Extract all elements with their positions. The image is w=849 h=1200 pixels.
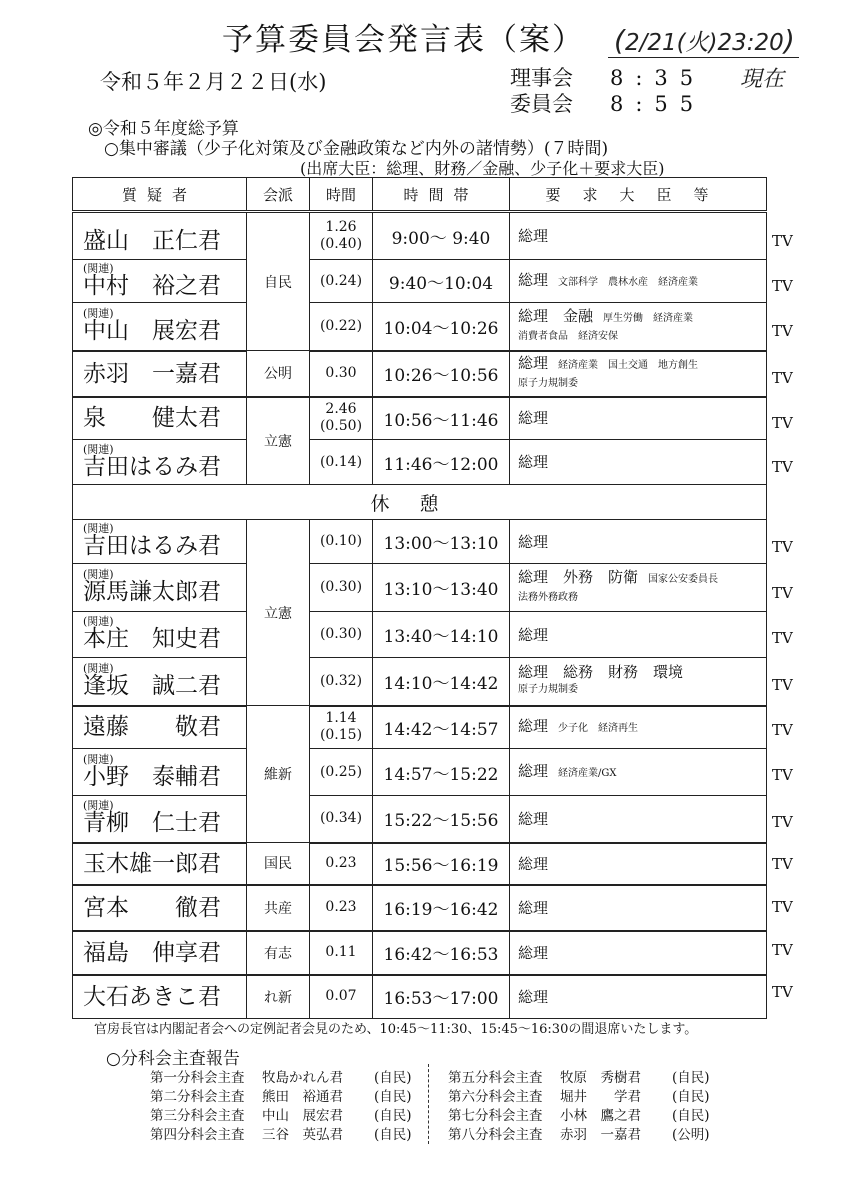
time-cell: (0.10) xyxy=(310,520,373,564)
questioner-name: 源馬謙太郎君 xyxy=(83,579,221,605)
questioner-name: 小野 泰輔君 xyxy=(83,763,221,790)
time-slot: 14:57～15:22 xyxy=(373,749,510,796)
questioner-cell xyxy=(73,212,247,260)
ministers-cell: 総理 少子化 経済再生 xyxy=(510,706,767,749)
questioner-name: 盛山 正仁君 xyxy=(83,227,221,254)
time-cell: 0.30 xyxy=(310,351,373,397)
questioner-name: 遠藤 敬君 xyxy=(83,714,221,741)
questioner-name: 赤羽 一嘉君 xyxy=(83,360,221,387)
questioner-cell: (関連) 中山 展宏君 xyxy=(73,303,247,351)
party-cell: 立憲 xyxy=(247,397,310,485)
time-slot: 10:26～10:56 xyxy=(373,351,510,397)
questioner-cell xyxy=(73,397,247,440)
table-row xyxy=(73,351,767,397)
table-row xyxy=(73,885,767,931)
tv-mark: TV xyxy=(772,629,793,647)
time-slot: 9:40～10:04 xyxy=(373,260,510,303)
time-slot: 10:56～11:46 xyxy=(373,397,510,440)
questioner-name: 逢坂 誠二君 xyxy=(83,672,221,699)
header-ministers: 要求大臣等 xyxy=(510,178,767,212)
table-row xyxy=(73,658,767,706)
table-row xyxy=(73,796,767,843)
meeting-time: 8:35 xyxy=(610,66,706,90)
party-cell: 立憲 xyxy=(247,520,310,706)
time-cell: 0.23 xyxy=(310,843,373,885)
time-slot: 16:19～16:42 xyxy=(373,885,510,931)
header-time: 時間 xyxy=(310,178,373,212)
questioner-name: 宮本 徹君 xyxy=(83,894,221,921)
table-row xyxy=(73,260,767,303)
questioner-name: 吉田はるみ君 xyxy=(83,533,221,559)
time-cell: (0.14) xyxy=(310,440,373,485)
table-row xyxy=(73,520,767,564)
questioner-cell: (関連) 源馬謙太郎君 xyxy=(73,564,247,612)
questioner-cell xyxy=(73,885,247,931)
time-cell: 1.26 (0.40) xyxy=(310,212,373,260)
questioner-name: 中村 裕之君 xyxy=(83,272,221,299)
time-cell: (0.32) xyxy=(310,658,373,706)
time-slot: 11:46～12:00 xyxy=(373,440,510,485)
time-cell: (0.30) xyxy=(310,564,373,612)
time-cell: (0.24) xyxy=(310,260,373,303)
table-row xyxy=(73,564,767,612)
time-cell: 1.14 (0.15) xyxy=(310,706,373,749)
header-questioner: 質疑者 xyxy=(73,178,247,212)
questioner-name: 吉田はるみ君 xyxy=(83,453,221,480)
time-slot: 13:40～14:10 xyxy=(373,612,510,658)
subcommittee-heading: ○分科会主査報告 xyxy=(106,1049,240,1069)
questioner-cell: (関連) 本庄 知史君 xyxy=(73,612,247,658)
agenda-item: ◎令和５年度総予算 xyxy=(88,119,239,139)
tv-mark: TV xyxy=(772,855,793,873)
table-row xyxy=(73,212,767,260)
ministers-cell: 総理 金融 厚生労働 経済産業 消費者食品 経済安保 xyxy=(510,303,767,351)
questioner-cell: (関連) 吉田はるみ君 xyxy=(73,440,247,485)
time-cell: 2.46 (0.50) xyxy=(310,397,373,440)
tv-mark: TV xyxy=(772,458,793,476)
party-cell: 国民 xyxy=(247,843,310,885)
questioner-name: 玉木雄一郎君 xyxy=(83,850,221,877)
page-title: 予算委員会発言表（案） xyxy=(222,22,585,58)
meeting-date: 令和５年２月２２日(水) xyxy=(100,70,327,94)
ministers-cell: 総理 文部科学 農林水産 経済産業 xyxy=(510,260,767,303)
tv-mark: TV xyxy=(772,538,793,556)
meeting-label: 委員会 xyxy=(510,92,573,116)
tv-mark: TV xyxy=(772,983,793,1001)
tv-mark: TV xyxy=(772,414,793,432)
time-slot: 15:22～15:56 xyxy=(373,796,510,843)
tv-mark: TV xyxy=(772,584,793,602)
meeting-time: 8:55 xyxy=(610,92,706,116)
party-cell: 維新 xyxy=(247,706,310,843)
questioner-cell xyxy=(73,931,247,975)
questioner-cell xyxy=(73,351,247,397)
break-row xyxy=(73,485,767,520)
time-cell: 0.11 xyxy=(310,931,373,975)
time-slot: 9:00～ 9:40 xyxy=(373,212,510,260)
tv-mark: TV xyxy=(772,721,793,739)
questioner-cell xyxy=(73,975,247,1019)
subcommittee-left-0: 第一分科会主査 牧島かれん君 (自民) xyxy=(150,1070,412,1086)
time-slot: 16:42～16:53 xyxy=(373,931,510,975)
header-slot: 時間帯 xyxy=(373,178,510,212)
time-cell: (0.30) xyxy=(310,612,373,658)
questioner-cell: (関連) 青柳 仁士君 xyxy=(73,796,247,843)
party-cell: 有志 xyxy=(247,931,310,975)
time-cell: 0.23 xyxy=(310,885,373,931)
table-row xyxy=(73,303,767,351)
questioner-cell: (関連) 吉田はるみ君 xyxy=(73,520,247,564)
subcommittee-right-3: 第八分科会主査 赤羽 一嘉君 (公明) xyxy=(448,1127,710,1143)
ministers-cell: 総理 xyxy=(510,796,767,843)
header-party: 会派 xyxy=(247,178,310,212)
iin-kai-time xyxy=(510,88,705,118)
ministers-cell: 総理 経済産業 国土交通 地方創生 原子力規制委 xyxy=(510,351,767,397)
time-cell: (0.22) xyxy=(310,303,373,351)
ministers-cell: 総理 xyxy=(510,885,767,931)
time-slot: 10:04～10:26 xyxy=(373,303,510,351)
time-slot: 14:42～14:57 xyxy=(373,706,510,749)
tv-mark: TV xyxy=(772,232,793,250)
questioner-name: 福島 伸享君 xyxy=(83,939,221,966)
ministers-cell: 総理 経済産業/GX xyxy=(510,749,767,796)
agenda-session: ○集中審議（少子化対策及び金融政策など内外の諸情勢）(７時間) xyxy=(104,139,609,159)
ministers-cell: 総理 xyxy=(510,843,767,885)
ministers-cell: 総理 xyxy=(510,612,767,658)
tv-mark: TV xyxy=(772,676,793,694)
questioner-cell: (関連) 逢坂 誠二君 xyxy=(73,658,247,706)
ministers-cell: 総理 外務 防衛 国家公安委員長 法務外務政務 xyxy=(510,564,767,612)
subcommittee-left-3: 第四分科会主査 三谷 英弘君 (自民) xyxy=(150,1127,412,1143)
subcommittee-right-1: 第六分科会主査 堀井 学君 (自民) xyxy=(448,1089,710,1105)
subcommittee-right-0: 第五分科会主査 牧原 秀樹君 (自民) xyxy=(448,1070,710,1086)
column-divider xyxy=(428,1064,429,1144)
party-cell: 共産 xyxy=(247,885,310,931)
ministers-cell: 総理 xyxy=(510,212,767,260)
party-cell: 自民 xyxy=(247,212,310,351)
questioner-cell: (関連) 中村 裕之君 xyxy=(73,260,247,303)
table-row xyxy=(73,612,767,658)
time-cell: (0.25) xyxy=(310,749,373,796)
handwritten-date: 2/21(火)23:20 xyxy=(624,30,784,56)
party-cell: れ新 xyxy=(247,975,310,1019)
questioner-name: 泉 健太君 xyxy=(83,405,221,432)
questioner-name: 本庄 知史君 xyxy=(83,626,221,652)
table-row xyxy=(73,931,767,975)
questioner-cell xyxy=(73,843,247,885)
break-label: 休憩 xyxy=(73,485,767,520)
ministers-cell: 総理 xyxy=(510,975,767,1019)
tv-mark: TV xyxy=(772,941,793,959)
speaker-table xyxy=(72,177,767,1019)
table-row xyxy=(73,397,767,440)
ministers-cell: 総理 xyxy=(510,931,767,975)
handwritten-status: 現在 xyxy=(740,67,785,92)
footnote: 官房長官は内閣記者会への定例記者会見のため、10:45～11:30、15:45～16:30の間退席いたします。 xyxy=(94,1022,698,1037)
meeting-label: 理事会 xyxy=(510,66,573,90)
subcommittee-left-1: 第二分科会主査 熊田 裕通君 (自民) xyxy=(150,1089,412,1105)
tv-mark: TV xyxy=(772,766,793,784)
table-row xyxy=(73,975,767,1019)
ministers-cell: 総理 xyxy=(510,520,767,564)
time-slot: 13:00～13:10 xyxy=(373,520,510,564)
time-slot: 16:53～17:00 xyxy=(373,975,510,1019)
time-cell: (0.34) xyxy=(310,796,373,843)
time-slot: 13:10～13:40 xyxy=(373,564,510,612)
ministers-cell: 総理 xyxy=(510,397,767,440)
tv-mark: TV xyxy=(772,277,793,295)
table-row xyxy=(73,706,767,749)
party-cell: 公明 xyxy=(247,351,310,397)
subcommittee-left-2: 第三分科会主査 中山 展宏君 (自民) xyxy=(150,1108,412,1124)
tv-mark: TV xyxy=(772,898,793,916)
questioner-name: 大石あきこ君 xyxy=(83,983,221,1010)
subcommittee-right-2: 第七分科会主査 小林 鷹之君 (自民) xyxy=(448,1108,710,1124)
table-row xyxy=(73,843,767,885)
time-cell: 0.07 xyxy=(310,975,373,1019)
time-slot: 14:10～14:42 xyxy=(373,658,510,706)
table-row xyxy=(73,749,767,796)
handwritten-date-note: (2/21(火)23:20) xyxy=(608,24,799,58)
questioner-cell xyxy=(73,706,247,749)
agenda-ministers-note: (出席大臣：総理、財務／金融、少子化＋要求大臣) xyxy=(300,159,665,178)
ministers-cell: 総理 xyxy=(510,440,767,485)
questioner-name: 青柳 仁士君 xyxy=(83,810,221,837)
tv-mark: TV xyxy=(772,369,793,387)
time-slot: 15:56～16:19 xyxy=(373,843,510,885)
tv-mark: TV xyxy=(772,813,793,831)
ministers-cell: 総理 総務 財務 環境 原子力規制委 xyxy=(510,658,767,706)
questioner-cell: (関連) 小野 泰輔君 xyxy=(73,749,247,796)
tv-mark: TV xyxy=(772,322,793,340)
questioner-name: 中山 展宏君 xyxy=(83,317,221,344)
table-header-row xyxy=(73,178,767,212)
table-row xyxy=(73,440,767,485)
